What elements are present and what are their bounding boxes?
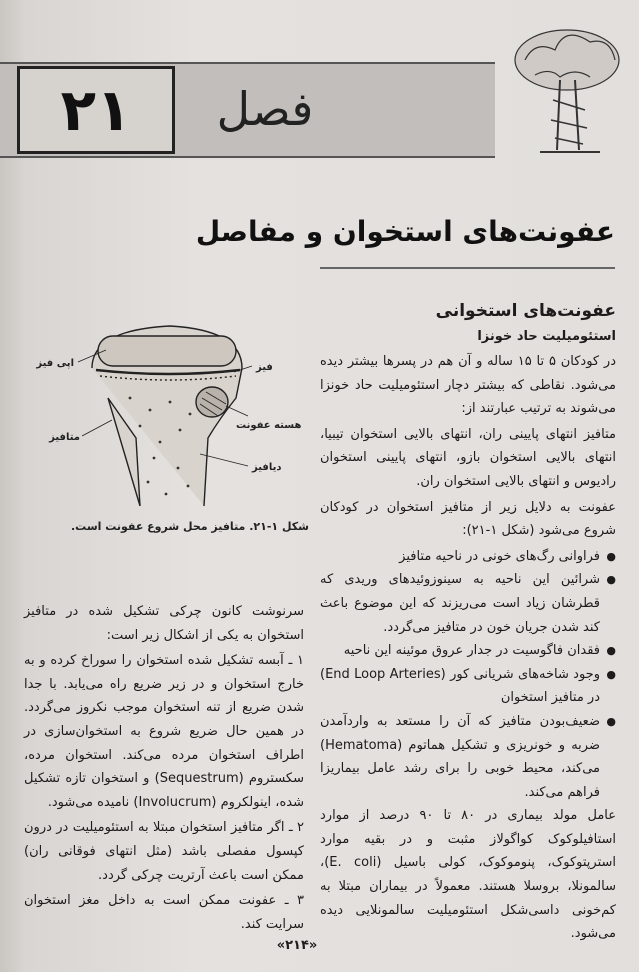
paragraph: متافیز انتهای پایینی ران، انتهای بالایی استخوان تیبیا، انتهای بالایی استخوان بازو، انتهای پایینی استخوان رادیوس و انتهای بالایی استخوان ران. — [320, 426, 616, 489]
list-item: ● فقدان فاگوسیت در جدار عروق موئینه این ناحیه — [320, 639, 616, 663]
label-metaphysis: متافیز — [49, 432, 80, 443]
tree-splint-icon — [505, 20, 630, 160]
list-item: ● وجود شاخه‌های شریانی کور (End Loop Arteries) در متافیز استخوان — [320, 663, 616, 710]
left-column — [24, 600, 304, 938]
list-item: ● شرائین این ناحیه به سینوزوئیدهای وریدی که قطرشان زیاد است می‌ریزند که این موضوع باعث کند شدن جریان خون در متافیز می‌گردد. — [320, 568, 616, 639]
bone-anatomy-figure — [30, 318, 308, 506]
right-column — [320, 298, 616, 948]
chapter-number-box — [17, 66, 175, 154]
chapter-title: عفونت‌های استخوان و مفاصل — [195, 215, 615, 248]
list-item: ● فراوانی رگ‌های خونی در ناحیه متافیز — [320, 545, 616, 569]
chapter-number: ۲۱ — [60, 76, 132, 144]
section-heading: عفونت‌های استخوانی — [435, 301, 616, 321]
figure-caption: شکل ۱-۲۱. متافیز محل شروع عفونت است. — [71, 520, 309, 533]
paragraph: ۳ ـ عفونت ممکن است به داخل مغز استخوان سرایت کند. — [24, 893, 304, 932]
label-infection-nucleus: هسته عفونت — [236, 420, 302, 431]
bullet-list — [320, 545, 616, 805]
paragraph: ۱ ـ آبسه تشکیل شده استخوان را سوراخ کرده و به خارج استخوان و در زیر ضریع راه می‌یابد. با جدا شدن ضریع از تنه استخوان موجب نکروز می‌گردد. در همین حال ضریع شروع به استخوان‌سازی در اطراف استخوان مرده می‌کند. استخوان مرده، سکستروم (Sequestrum) و استخوان تازه تشکیل شده، اینولکروم (Involucrum) نامیده می‌شود. — [24, 653, 305, 810]
label-epiphysis: اپی فیز — [36, 358, 74, 369]
paragraph: ۲ ـ اگر متافیز استخوان مبتلا به استئومیلیت در درون کپسول مفصلی باشد (مثل انتهای فوقانی ران) ممکن است باعث آرتریت چرکی گردد. — [24, 820, 304, 883]
section-subheading: استئومیلیت حاد خونزا — [477, 329, 616, 344]
paragraph: در کودکان ۵ تا ۱۵ ساله و آن هم در پسرها بیشتر دیده می‌شود. نقاطی که بیشتر دچار استئومیلیت حاد خونزا می‌شوند به ترتیب عبارتند از: — [320, 354, 616, 417]
chapter-label: فصل — [216, 82, 314, 136]
page-number: «۲۱۴» — [276, 938, 318, 953]
label-physis: فیز — [256, 362, 273, 373]
epiphysis-shape — [98, 336, 236, 366]
paragraph: عفونت به دلایل زیر از متافیز استخوان در کودکان شروع می‌شود (شکل ۱-۲۱): — [320, 499, 616, 539]
paragraph: عامل مولد بیماری در ۸۰ تا ۹۰ درصد از موارد استافیلوکوک کواگولاز مثبت و در بقیه موارد استرپتوکوک، پنوموکوک، کولی باسیل (E. coli)، سالمونلا، بروسلا هستند. معمولاً در بیماران مبتلا به کم‌خونی داسی‌شکل استئومیلیت سالمونلایی دیده می‌شود. — [320, 808, 616, 942]
section-divider — [320, 267, 615, 269]
list-item: ● ضعیف‌بودن متافیز که آن را مستعد به واردآمدن ضربه و خونریزی و تشکیل هماتوم (Hematoma) می‌کند، محیط خوبی را برای رشد عامل بیماریزا فراهم می‌کند. — [320, 710, 616, 804]
paragraph: سرنوشت کانون چرکی تشکیل شده در متافیز استخوان به یکی از اشکال زیر است: — [24, 604, 304, 643]
label-diaphysis: دیافیز — [252, 462, 282, 473]
